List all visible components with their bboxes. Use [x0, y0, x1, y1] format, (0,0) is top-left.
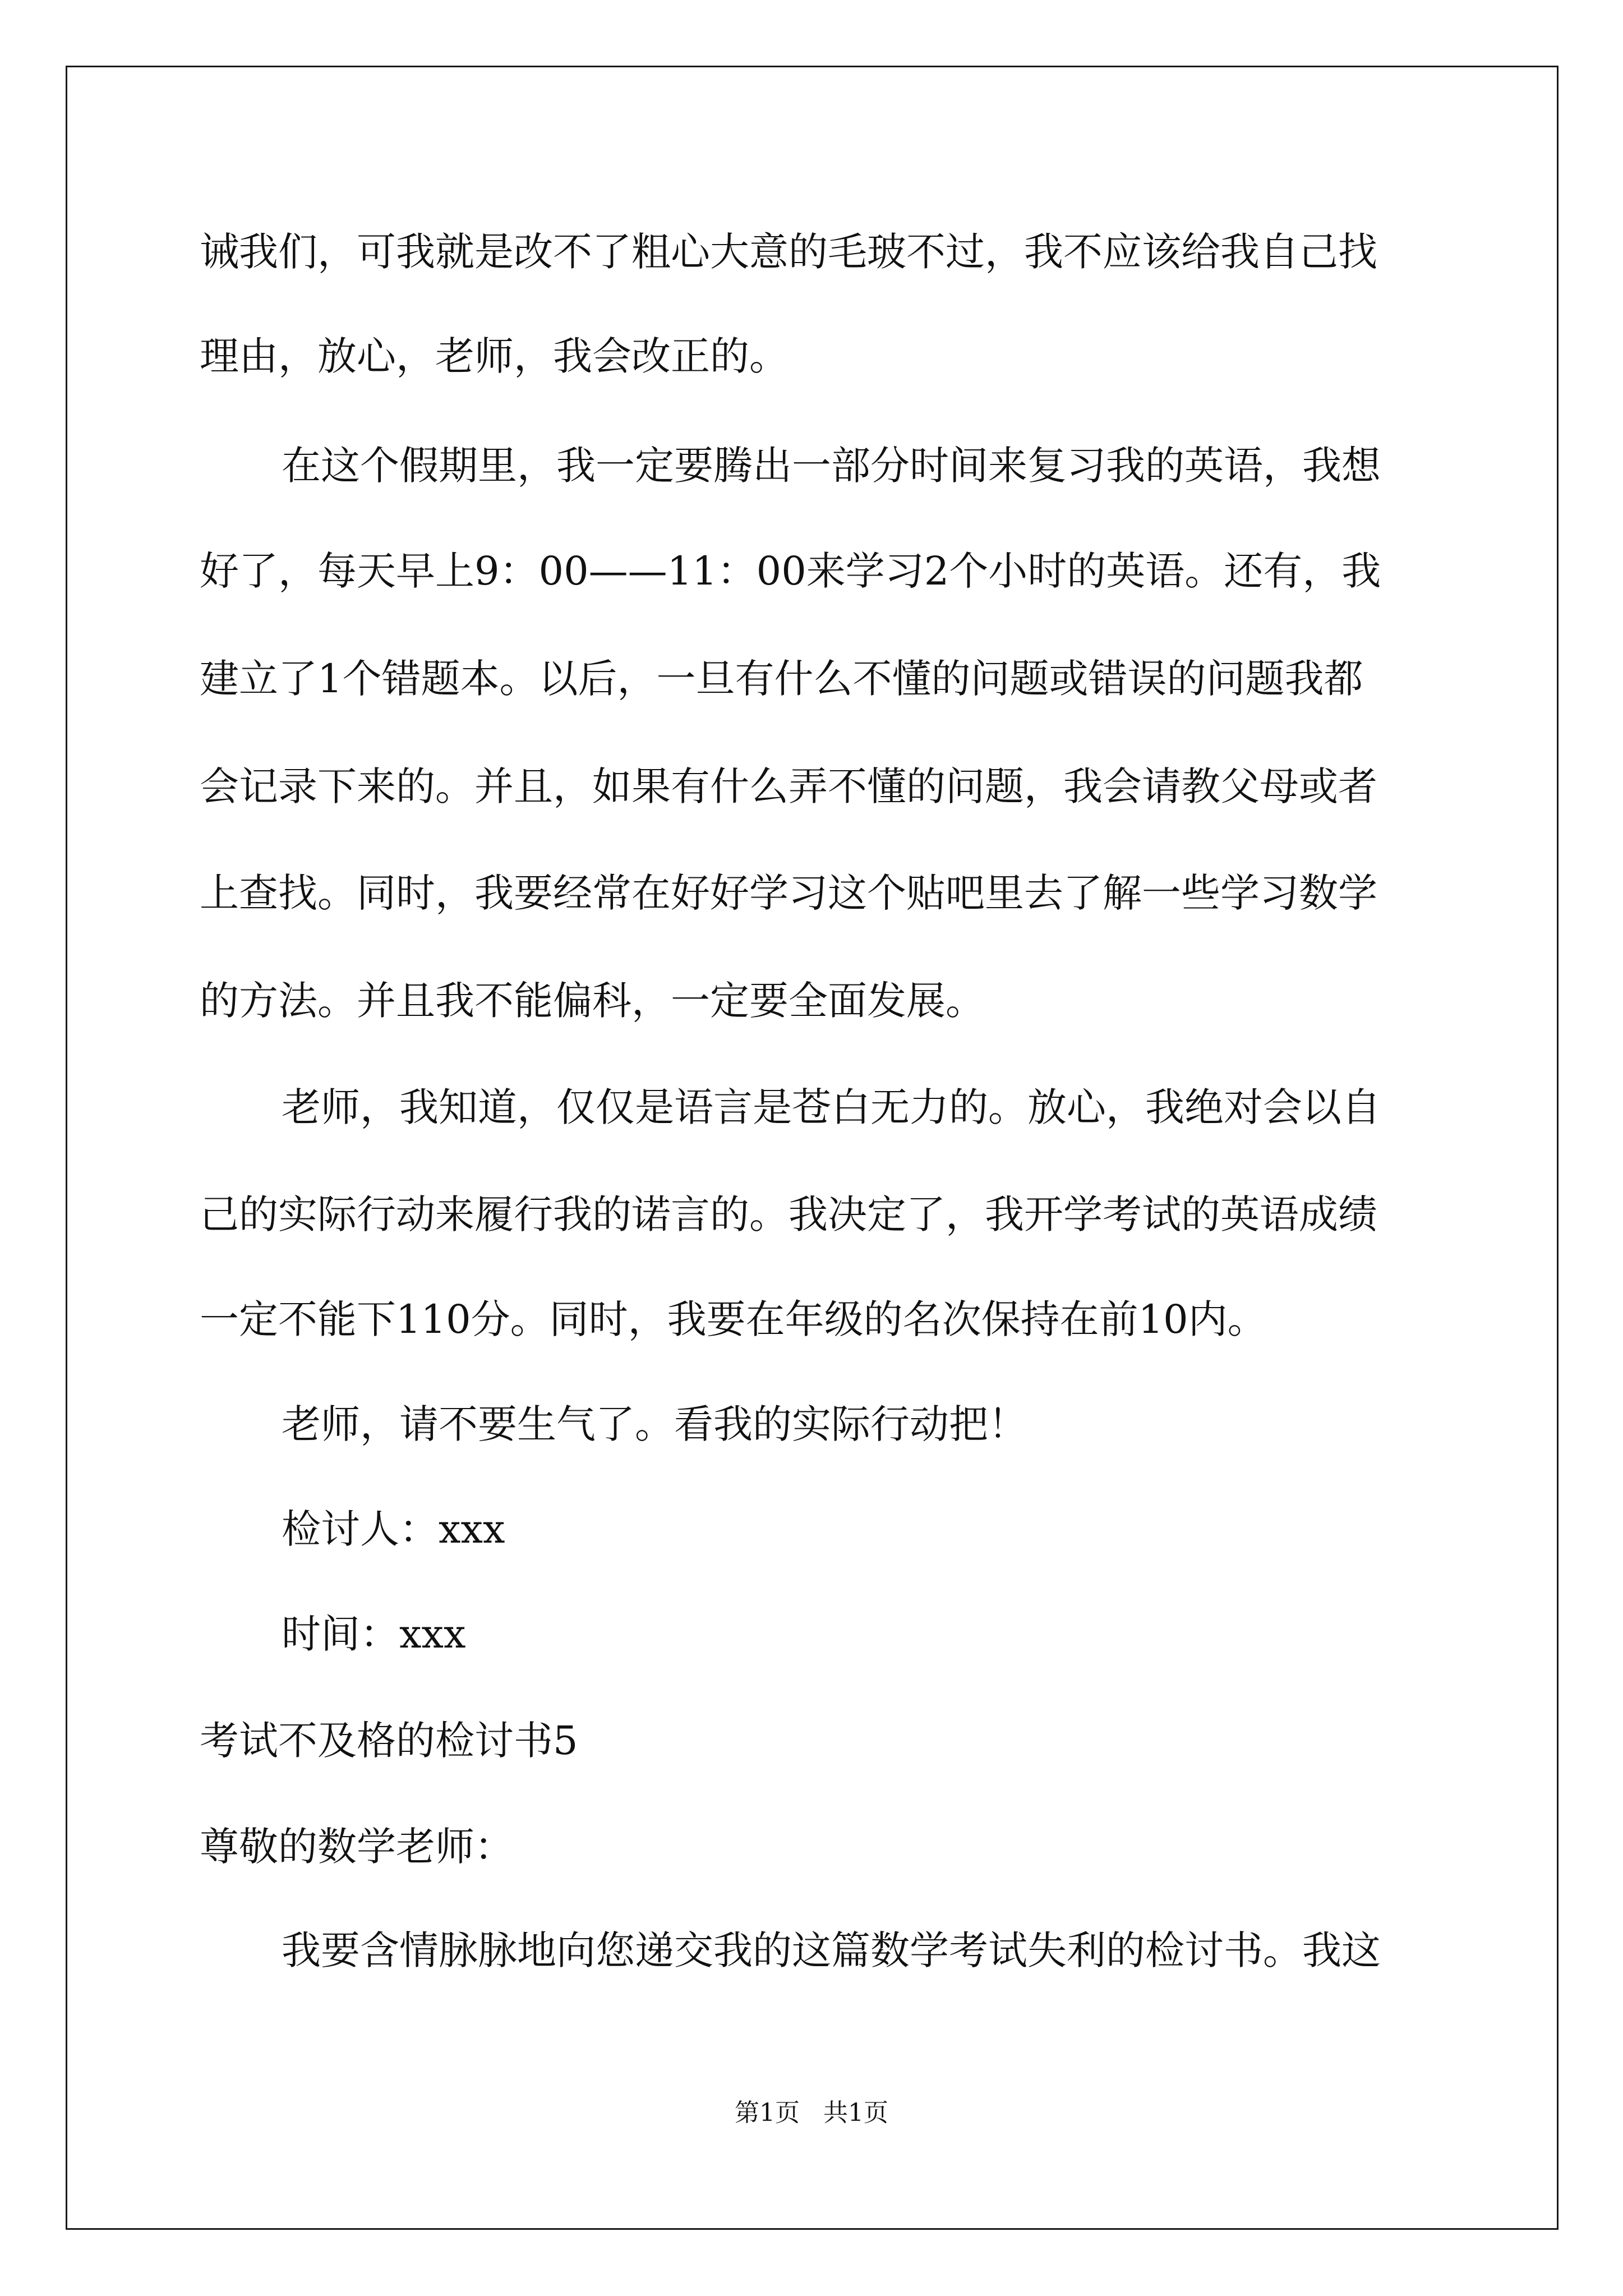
paragraph-line-3: 在这个假期里，我一定要腾出一部分时间来复习我的英语，我想 — [282, 443, 1381, 489]
paragraph-line-9: 老师，我知道，仅仅是语言是苍白无力的。放心，我绝对会以自 — [282, 1084, 1381, 1130]
paragraph-line-11: 一定不能下110分。同时，我要在年级的名次保持在前10内。 — [200, 1296, 1267, 1342]
page-number-footer: 第1页 共1页 — [735, 2099, 888, 2127]
signature-reviewer: 检讨人：xxx — [282, 1506, 505, 1552]
signature-date: 时间：xxx — [282, 1611, 466, 1657]
paragraph-line-17: 我要含情脉脉地向您递交我的这篇数学考试失利的检讨书。我这 — [282, 1927, 1381, 1973]
paragraph-line-1: 诫我们，可我就是改不了粗心大意的毛玻不过，我不应该给我自己找 — [200, 229, 1377, 275]
paragraph-line-8: 的方法。并且我不能偏科，一定要全面发展。 — [200, 978, 985, 1024]
paragraph-line-2: 理由，放心，老师，我会改正的。 — [200, 333, 789, 379]
paragraph-line-12: 老师，请不要生气了。看我的实际行动把！ — [282, 1401, 1027, 1447]
paragraph-line-4: 好了，每天早上9：00——11：00来学习2个小时的英语。还有，我 — [200, 548, 1381, 594]
paragraph-line-5: 建立了1个错题本。以后，一旦有什么不懂的问题或错误的问题我都 — [200, 656, 1363, 702]
paragraph-line-7: 上查找。同时，我要经常在好好学习这个贴吧里去了解一些学习数学 — [200, 870, 1377, 916]
section-title: 考试不及格的检讨书5 — [200, 1718, 578, 1764]
salutation: 尊敬的数学老师： — [200, 1824, 514, 1870]
paragraph-line-10: 己的实际行动来履行我的诺言的。我决定了，我开学考试的英语成绩 — [200, 1191, 1377, 1237]
page-border — [66, 66, 1559, 2230]
paragraph-line-6: 会记录下来的。并且，如果有什么弄不懂的问题，我会请教父母或者 — [200, 763, 1377, 809]
